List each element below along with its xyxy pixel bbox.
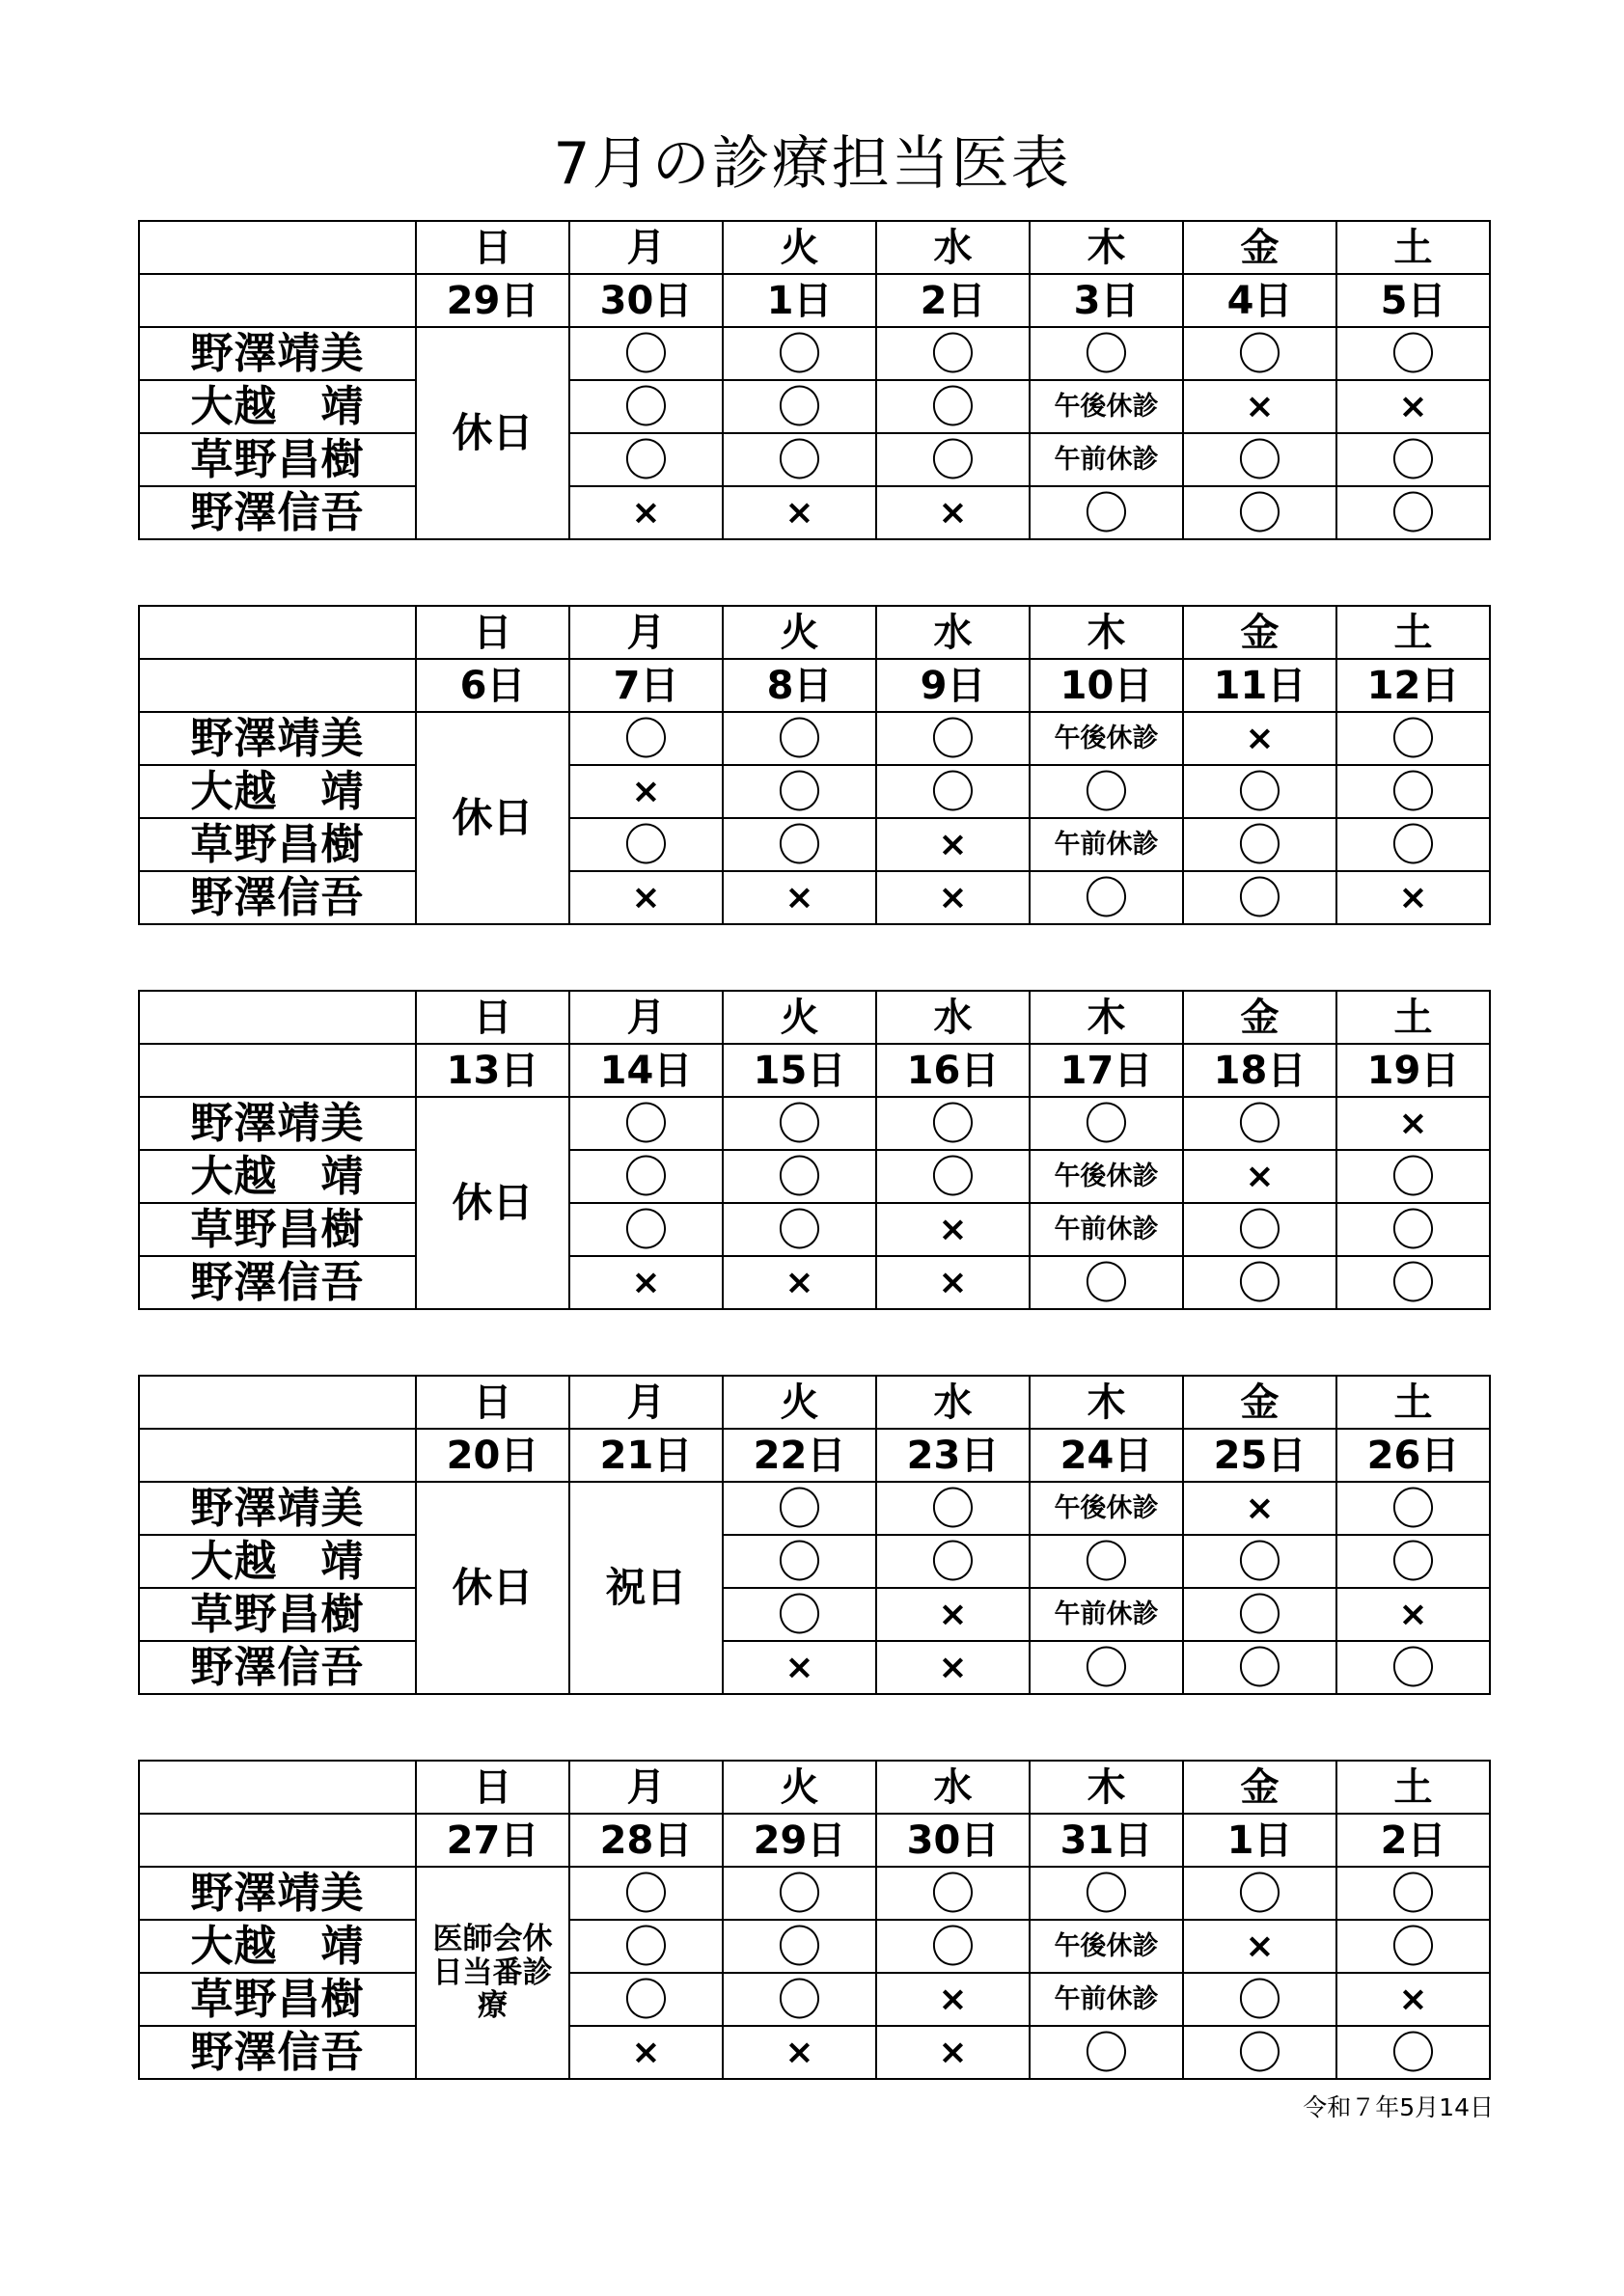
weekday-header: 月 bbox=[569, 991, 723, 1044]
schedule-cell: 午後休診 bbox=[1030, 712, 1183, 765]
closed-day-cell: 休日 bbox=[416, 1097, 569, 1309]
schedule-cell: 〇 bbox=[1336, 1203, 1490, 1256]
schedule-cell: 〇 bbox=[723, 1588, 876, 1641]
schedule-cell: 〇 bbox=[569, 433, 723, 486]
doctor-name: 野澤信吾 bbox=[139, 1641, 416, 1694]
schedule-cell: 〇 bbox=[723, 1867, 876, 1920]
schedule-cell: 〇 bbox=[1183, 433, 1336, 486]
doctor-row bbox=[139, 712, 1490, 765]
schedule-cell: × bbox=[569, 871, 723, 924]
schedule-cell: 〇 bbox=[1183, 1203, 1336, 1256]
doctor-name: 草野昌樹 bbox=[139, 1203, 416, 1256]
weekday-header: 土 bbox=[1336, 221, 1490, 274]
schedule-cell: × bbox=[1336, 871, 1490, 924]
schedule-cell: × bbox=[876, 2026, 1030, 2079]
schedule-cell: 〇 bbox=[569, 1203, 723, 1256]
schedule-cell: 〇 bbox=[723, 1097, 876, 1150]
schedule-cell: 〇 bbox=[1183, 486, 1336, 539]
date-cell: 12日 bbox=[1336, 659, 1490, 712]
doctor-row bbox=[139, 1920, 1490, 1973]
schedule-cell: 〇 bbox=[569, 327, 723, 380]
schedule-cell: × bbox=[723, 1641, 876, 1694]
weekday-header: 水 bbox=[876, 1376, 1030, 1429]
date-row bbox=[139, 1429, 1490, 1482]
doctor-name: 野澤信吾 bbox=[139, 486, 416, 539]
date-cell: 23日 bbox=[876, 1429, 1030, 1482]
date-row bbox=[139, 659, 1490, 712]
schedule-cell: 〇 bbox=[569, 1150, 723, 1203]
schedule-cell: 〇 bbox=[1030, 1867, 1183, 1920]
schedule-cell: 〇 bbox=[876, 1867, 1030, 1920]
date-cell: 29日 bbox=[723, 1814, 876, 1867]
doctor-name: 野澤靖美 bbox=[139, 327, 416, 380]
date-cell: 26日 bbox=[1336, 1429, 1490, 1482]
schedule-cell: × bbox=[876, 1203, 1030, 1256]
date-cell: 6日 bbox=[416, 659, 569, 712]
doctor-name: 野澤靖美 bbox=[139, 712, 416, 765]
weekday-header: 木 bbox=[1030, 606, 1183, 659]
weekday-header: 水 bbox=[876, 991, 1030, 1044]
schedule-cell: × bbox=[1183, 1482, 1336, 1535]
schedule-cell: 〇 bbox=[1336, 327, 1490, 380]
schedule-cell: 午前休診 bbox=[1030, 433, 1183, 486]
schedule-cell: × bbox=[1183, 380, 1336, 433]
date-blank-cell bbox=[139, 1044, 416, 1097]
date-cell: 29日 bbox=[416, 274, 569, 327]
date-cell: 3日 bbox=[1030, 274, 1183, 327]
doctor-row bbox=[139, 1203, 1490, 1256]
doctor-name: 野澤靖美 bbox=[139, 1097, 416, 1150]
weekday-header: 土 bbox=[1336, 606, 1490, 659]
schedule-cell: 〇 bbox=[1183, 2026, 1336, 2079]
weekday-header-row bbox=[139, 221, 1490, 274]
date-cell: 30日 bbox=[876, 1814, 1030, 1867]
schedule-cell: 〇 bbox=[1336, 765, 1490, 818]
schedule-cell: 〇 bbox=[723, 1203, 876, 1256]
weekday-header: 金 bbox=[1183, 1376, 1336, 1429]
schedule-cell: × bbox=[569, 2026, 723, 2079]
schedule-cell: 〇 bbox=[723, 712, 876, 765]
date-blank-cell bbox=[139, 659, 416, 712]
schedule-cell: 〇 bbox=[876, 712, 1030, 765]
date-cell: 31日 bbox=[1030, 1814, 1183, 1867]
schedule-cell: 〇 bbox=[723, 1535, 876, 1588]
schedule-cell: × bbox=[569, 765, 723, 818]
closed-day-cell: 休日 bbox=[416, 327, 569, 539]
weekday-header: 木 bbox=[1030, 221, 1183, 274]
schedule-cell: × bbox=[723, 486, 876, 539]
date-cell: 4日 bbox=[1183, 274, 1336, 327]
schedule-cell: 〇 bbox=[723, 1973, 876, 2026]
date-cell: 28日 bbox=[569, 1814, 723, 1867]
doctor-row bbox=[139, 818, 1490, 871]
header-blank-cell bbox=[139, 606, 416, 659]
schedule-cell: 午前休診 bbox=[1030, 1588, 1183, 1641]
schedule-cell: 〇 bbox=[569, 1920, 723, 1973]
date-cell: 11日 bbox=[1183, 659, 1336, 712]
date-row bbox=[139, 274, 1490, 327]
doctor-name: 大越 靖 bbox=[139, 1920, 416, 1973]
date-cell: 22日 bbox=[723, 1429, 876, 1482]
schedule-cell: 〇 bbox=[1183, 765, 1336, 818]
schedule-cell: 〇 bbox=[876, 327, 1030, 380]
date-cell: 2日 bbox=[876, 274, 1030, 327]
schedule-cell: × bbox=[723, 1256, 876, 1309]
schedule-cell: 〇 bbox=[569, 1097, 723, 1150]
schedule-cell: × bbox=[876, 818, 1030, 871]
doctor-row bbox=[139, 327, 1490, 380]
schedule-cell: × bbox=[1336, 1097, 1490, 1150]
schedule-cell: 〇 bbox=[1183, 1097, 1336, 1150]
weekday-header: 月 bbox=[569, 606, 723, 659]
schedule-cell: 〇 bbox=[1030, 486, 1183, 539]
date-blank-cell bbox=[139, 1429, 416, 1482]
schedule-cell: × bbox=[876, 1641, 1030, 1694]
schedule-cell: 〇 bbox=[1336, 1150, 1490, 1203]
schedule-cell: 〇 bbox=[723, 1150, 876, 1203]
schedule-cell: 〇 bbox=[1336, 2026, 1490, 2079]
schedule-cell: × bbox=[1183, 712, 1336, 765]
doctor-name: 草野昌樹 bbox=[139, 433, 416, 486]
schedule-cell: 〇 bbox=[723, 765, 876, 818]
date-blank-cell bbox=[139, 1814, 416, 1867]
date-cell: 1日 bbox=[723, 274, 876, 327]
closed-day-cell: 休日 bbox=[416, 712, 569, 924]
schedule-cell: 〇 bbox=[876, 1482, 1030, 1535]
schedule-cell: 〇 bbox=[723, 1920, 876, 1973]
header-blank-cell bbox=[139, 1376, 416, 1429]
doctor-row bbox=[139, 2026, 1490, 2079]
weekday-header: 土 bbox=[1336, 1761, 1490, 1814]
date-cell: 27日 bbox=[416, 1814, 569, 1867]
week-table bbox=[138, 1760, 1491, 2080]
date-cell: 25日 bbox=[1183, 1429, 1336, 1482]
schedule-cell: 〇 bbox=[1030, 1097, 1183, 1150]
date-cell: 19日 bbox=[1336, 1044, 1490, 1097]
schedule-cell: 〇 bbox=[1336, 1535, 1490, 1588]
schedule-cell: 〇 bbox=[1183, 327, 1336, 380]
schedule-cell: × bbox=[569, 1256, 723, 1309]
schedule-cell: 〇 bbox=[1336, 486, 1490, 539]
schedule-cell: 〇 bbox=[1183, 1588, 1336, 1641]
schedule-cell: × bbox=[876, 871, 1030, 924]
schedule-cell: × bbox=[723, 871, 876, 924]
doctor-row bbox=[139, 871, 1490, 924]
header-blank-cell bbox=[139, 1761, 416, 1814]
date-cell: 2日 bbox=[1336, 1814, 1490, 1867]
weekday-header: 火 bbox=[723, 606, 876, 659]
weekday-header: 日 bbox=[416, 221, 569, 274]
schedule-cell: 午前休診 bbox=[1030, 818, 1183, 871]
week-table bbox=[138, 990, 1491, 1310]
weekday-header: 水 bbox=[876, 1761, 1030, 1814]
schedule-cell: 〇 bbox=[569, 818, 723, 871]
doctor-row bbox=[139, 1150, 1490, 1203]
schedule-cell: 〇 bbox=[1030, 2026, 1183, 2079]
schedule-cell: 〇 bbox=[723, 1482, 876, 1535]
schedule-cell: 〇 bbox=[569, 1973, 723, 2026]
header-blank-cell bbox=[139, 991, 416, 1044]
schedule-cell: 〇 bbox=[876, 765, 1030, 818]
doctor-row bbox=[139, 1256, 1490, 1309]
doctor-row bbox=[139, 486, 1490, 539]
schedule-cell: 〇 bbox=[723, 818, 876, 871]
weekday-header: 火 bbox=[723, 991, 876, 1044]
date-cell: 18日 bbox=[1183, 1044, 1336, 1097]
schedule-cell: 〇 bbox=[1183, 1973, 1336, 2026]
weekday-header: 土 bbox=[1336, 1376, 1490, 1429]
schedule-cell: 〇 bbox=[1336, 1256, 1490, 1309]
week-table bbox=[138, 1375, 1491, 1695]
schedule-cell: 〇 bbox=[1336, 433, 1490, 486]
doctor-row bbox=[139, 765, 1490, 818]
schedule-cell: × bbox=[1183, 1920, 1336, 1973]
weekday-header: 日 bbox=[416, 1761, 569, 1814]
week-table bbox=[138, 220, 1491, 540]
date-cell: 1日 bbox=[1183, 1814, 1336, 1867]
doctor-row bbox=[139, 1588, 1490, 1641]
schedule-cell: × bbox=[876, 1588, 1030, 1641]
closed-day-cell: 医師会休日当番診療 bbox=[416, 1867, 569, 2079]
weekday-header: 日 bbox=[416, 991, 569, 1044]
date-cell: 14日 bbox=[569, 1044, 723, 1097]
weekday-header: 月 bbox=[569, 1376, 723, 1429]
schedule-cell: 午後休診 bbox=[1030, 1920, 1183, 1973]
date-cell: 17日 bbox=[1030, 1044, 1183, 1097]
date-cell: 16日 bbox=[876, 1044, 1030, 1097]
closed-day-cell: 祝日 bbox=[569, 1482, 723, 1694]
doctor-name: 大越 靖 bbox=[139, 380, 416, 433]
doctor-row bbox=[139, 1097, 1490, 1150]
date-blank-cell bbox=[139, 274, 416, 327]
schedule-cell: 〇 bbox=[569, 712, 723, 765]
date-row bbox=[139, 1044, 1490, 1097]
schedule-cell: 〇 bbox=[1183, 1641, 1336, 1694]
doctor-name: 草野昌樹 bbox=[139, 1973, 416, 2026]
weekday-header: 水 bbox=[876, 221, 1030, 274]
week-table bbox=[138, 605, 1491, 925]
schedule-cell: × bbox=[876, 1256, 1030, 1309]
schedule-cell: × bbox=[1336, 1588, 1490, 1641]
schedule-cell: 〇 bbox=[1336, 1867, 1490, 1920]
weekday-header: 木 bbox=[1030, 1376, 1183, 1429]
date-cell: 13日 bbox=[416, 1044, 569, 1097]
schedule-cell: × bbox=[569, 486, 723, 539]
doctor-name: 草野昌樹 bbox=[139, 818, 416, 871]
schedule-cell: 午後休診 bbox=[1030, 1150, 1183, 1203]
doctor-name: 野澤靖美 bbox=[139, 1482, 416, 1535]
doctor-row bbox=[139, 1973, 1490, 2026]
weekday-header: 日 bbox=[416, 1376, 569, 1429]
weekday-header: 日 bbox=[416, 606, 569, 659]
weekday-header: 水 bbox=[876, 606, 1030, 659]
schedule-cell: 〇 bbox=[876, 1097, 1030, 1150]
date-cell: 9日 bbox=[876, 659, 1030, 712]
schedule-cell: 〇 bbox=[1030, 1256, 1183, 1309]
schedule-cell: 〇 bbox=[876, 1535, 1030, 1588]
schedule-cell: 〇 bbox=[1183, 1535, 1336, 1588]
schedule-cell: 〇 bbox=[1183, 871, 1336, 924]
closed-day-cell: 休日 bbox=[416, 1482, 569, 1694]
schedule-cell: × bbox=[723, 2026, 876, 2079]
schedule-cell: 〇 bbox=[1336, 818, 1490, 871]
schedule-cell: 〇 bbox=[1030, 765, 1183, 818]
doctor-name: 草野昌樹 bbox=[139, 1588, 416, 1641]
schedule-cell: 〇 bbox=[723, 433, 876, 486]
weekday-header: 木 bbox=[1030, 991, 1183, 1044]
weekday-header: 木 bbox=[1030, 1761, 1183, 1814]
schedule-cell: 〇 bbox=[876, 380, 1030, 433]
schedule-cell: 〇 bbox=[723, 327, 876, 380]
date-cell: 10日 bbox=[1030, 659, 1183, 712]
doctor-row bbox=[139, 1482, 1490, 1535]
date-cell: 24日 bbox=[1030, 1429, 1183, 1482]
date-cell: 5日 bbox=[1336, 274, 1490, 327]
date-cell: 8日 bbox=[723, 659, 876, 712]
weekday-header-row bbox=[139, 991, 1490, 1044]
schedule-cell: 〇 bbox=[569, 380, 723, 433]
schedule-cell: 〇 bbox=[876, 1920, 1030, 1973]
schedule-cell: 午後休診 bbox=[1030, 1482, 1183, 1535]
schedule-cell: 〇 bbox=[1183, 1867, 1336, 1920]
weekday-header: 金 bbox=[1183, 221, 1336, 274]
schedule-cell: 午後休診 bbox=[1030, 380, 1183, 433]
issue-date: 令和７年5月14日 bbox=[1303, 2093, 1494, 2121]
schedule-cell: × bbox=[1336, 380, 1490, 433]
schedule-cell: 〇 bbox=[1030, 1641, 1183, 1694]
schedule-cell: × bbox=[1336, 1973, 1490, 2026]
doctor-name: 野澤信吾 bbox=[139, 1256, 416, 1309]
doctor-row bbox=[139, 433, 1490, 486]
doctor-row bbox=[139, 380, 1490, 433]
schedule-cell: 〇 bbox=[876, 433, 1030, 486]
doctor-name: 大越 靖 bbox=[139, 1535, 416, 1588]
schedule-cell: 〇 bbox=[723, 380, 876, 433]
date-cell: 20日 bbox=[416, 1429, 569, 1482]
doctor-name: 野澤信吾 bbox=[139, 871, 416, 924]
doctor-name: 大越 靖 bbox=[139, 765, 416, 818]
date-cell: 7日 bbox=[569, 659, 723, 712]
date-cell: 21日 bbox=[569, 1429, 723, 1482]
weekday-header: 金 bbox=[1183, 991, 1336, 1044]
schedule-cell: 〇 bbox=[1336, 712, 1490, 765]
schedule-cell: × bbox=[876, 486, 1030, 539]
schedule-cell: 〇 bbox=[1030, 871, 1183, 924]
page-title: 7月の診療担当医表 bbox=[553, 130, 1071, 198]
schedule-cell: 〇 bbox=[876, 1150, 1030, 1203]
schedule-cell: 午前休診 bbox=[1030, 1973, 1183, 2026]
doctor-name: 大越 靖 bbox=[139, 1150, 416, 1203]
weekday-header: 土 bbox=[1336, 991, 1490, 1044]
weekday-header-row bbox=[139, 1376, 1490, 1429]
date-cell: 30日 bbox=[569, 274, 723, 327]
weekday-header: 月 bbox=[569, 1761, 723, 1814]
date-cell: 15日 bbox=[723, 1044, 876, 1097]
date-row bbox=[139, 1814, 1490, 1867]
doctor-row bbox=[139, 1867, 1490, 1920]
schedule-cell: 午前休診 bbox=[1030, 1203, 1183, 1256]
schedule-cell: 〇 bbox=[1183, 818, 1336, 871]
weekday-header: 火 bbox=[723, 1761, 876, 1814]
doctor-name: 野澤靖美 bbox=[139, 1867, 416, 1920]
doctor-row bbox=[139, 1535, 1490, 1588]
schedule-cell: 〇 bbox=[1183, 1256, 1336, 1309]
doctor-name: 野澤信吾 bbox=[139, 2026, 416, 2079]
weekday-header: 金 bbox=[1183, 1761, 1336, 1814]
schedule-cell: × bbox=[876, 1973, 1030, 2026]
schedule-cell: 〇 bbox=[569, 1867, 723, 1920]
schedule-cell: × bbox=[1183, 1150, 1336, 1203]
schedule-cell: 〇 bbox=[1336, 1920, 1490, 1973]
doctor-row bbox=[139, 1641, 1490, 1694]
schedule-cell: 〇 bbox=[1336, 1641, 1490, 1694]
weekday-header: 金 bbox=[1183, 606, 1336, 659]
schedule-cell: 〇 bbox=[1030, 327, 1183, 380]
weekday-header: 火 bbox=[723, 221, 876, 274]
weekday-header-row bbox=[139, 606, 1490, 659]
weekday-header-row bbox=[139, 1761, 1490, 1814]
weekday-header: 火 bbox=[723, 1376, 876, 1429]
schedule-cell: 〇 bbox=[1030, 1535, 1183, 1588]
weekday-header: 月 bbox=[569, 221, 723, 274]
header-blank-cell bbox=[139, 221, 416, 274]
schedule-cell: 〇 bbox=[1336, 1482, 1490, 1535]
